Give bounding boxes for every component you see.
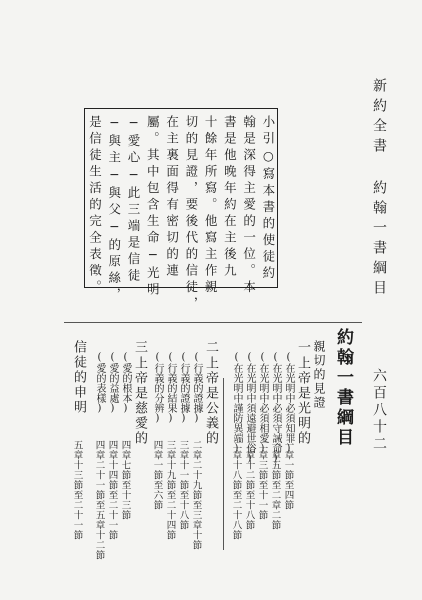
sub-point: (行義的分辨) [152, 352, 163, 424]
sub-point: (愛的表樣) [94, 352, 105, 414]
intro-line: 切的見證，要後代的信徒， [183, 115, 199, 313]
reference: 二章十八節至二十八節 [230, 440, 242, 540]
reference: 三章十一節至十八節 [177, 440, 189, 530]
page-number: 六百八十二 [371, 368, 387, 453]
reference: 三章十九節至二十四節 [164, 440, 176, 540]
reference: 二章二十九節至三章十節 [190, 440, 202, 550]
intro-line: 十餘年所寫。他寫主作親 [203, 115, 219, 297]
sub-point: (愛的益處) [107, 352, 118, 414]
outline-subtitle: 親切的見證 [312, 340, 326, 410]
closing-heading: 信徒的申明 [71, 340, 86, 415]
section-numeral: 一 [295, 340, 310, 355]
reference: 四章一節至六節 [151, 440, 163, 510]
sub-point: (行義的證據) [191, 352, 202, 424]
sub-point: (在光明中須遠避世俗) [244, 352, 255, 464]
outline-title: 約翰一書綱目 [333, 328, 353, 448]
sub-point: (愛的根本) [120, 352, 131, 414]
intro-line: 是信徒生活的完全表徵。 [87, 115, 103, 297]
reference: 四章十四節至二十一節 [106, 440, 118, 540]
intro-line: 屬。其中包含生命─光明 [145, 115, 161, 299]
section-heading: 上帝是慈愛的 [132, 356, 147, 446]
intro-line: 在主裏面得有密切的連 [164, 115, 180, 280]
reference: 五章十三節至二十一節 [71, 440, 83, 540]
reference: 四章七節至十三節 [119, 440, 131, 520]
intro-line: ─與主─與父─的原絲， [106, 115, 122, 304]
section-numeral: 三 [132, 340, 147, 355]
reference: 四章二十一節至五章十二節 [93, 440, 105, 560]
reference: 一章五節至二章二節 [269, 440, 281, 530]
intro-line: 翰是深得主愛的一位。本 [241, 115, 257, 297]
reference: 一章一節至四節 [282, 440, 294, 510]
sub-point: (在光明中謹防異端) [231, 352, 242, 454]
outline-ref-divider [223, 378, 224, 550]
intro-columns [87, 115, 276, 313]
running-head: 新約全書 約翰一書綱目 [371, 78, 387, 300]
half-divider [64, 322, 362, 323]
sub-point: (在光明中必須相愛) [257, 352, 268, 454]
reference: 二章三節至十一節 [256, 440, 268, 520]
sub-point: (行義的結果) [165, 352, 176, 424]
section-heading: 上帝是光明的 [295, 356, 310, 446]
reference: 二章十二節至十八節 [243, 440, 255, 530]
section-numeral: 二 [203, 340, 218, 355]
intro-line: 書是他晚年約在主後九 [222, 115, 238, 280]
intro-line: ─愛心─此三端是信徒 [126, 115, 142, 285]
sub-point: (行義的證據) [178, 352, 189, 424]
sub-point: (在光明中必須守誡命) [270, 352, 281, 464]
section-heading: 上帝是公義的 [203, 356, 218, 446]
sub-point: (在光明中必須知罪) [283, 352, 294, 454]
intro-line: 小引○寫本書的使徒約 [260, 115, 276, 283]
